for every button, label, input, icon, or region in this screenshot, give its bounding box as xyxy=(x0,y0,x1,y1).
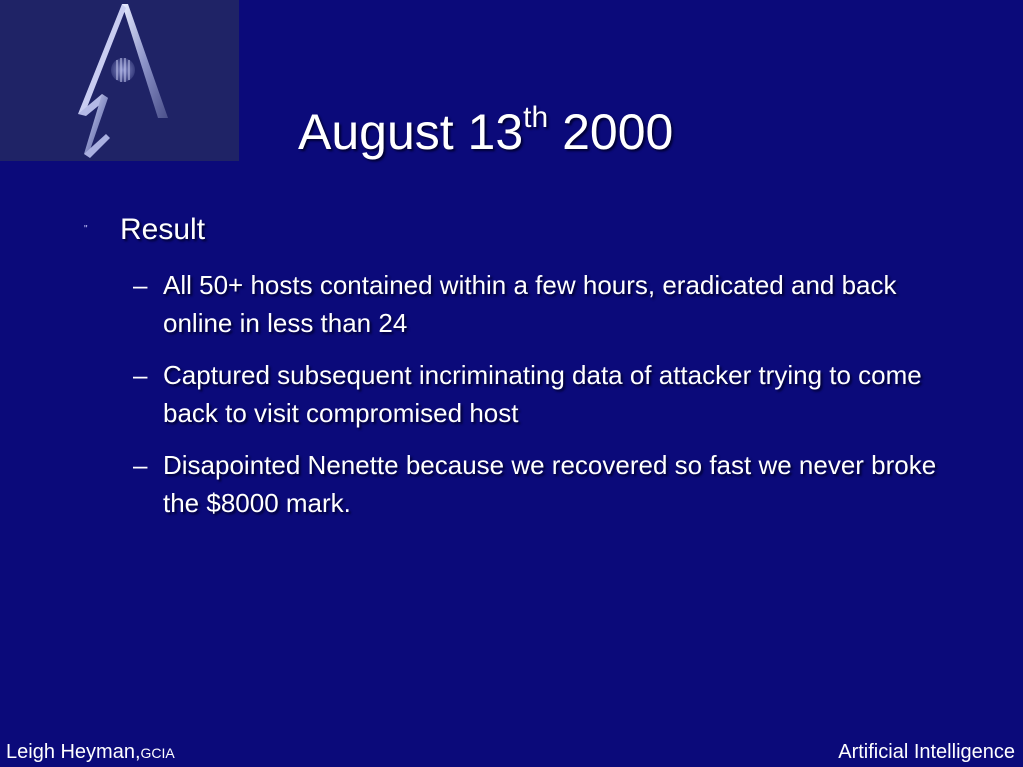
sub-bullet-text: Captured subsequent incriminating data of attacker trying to come back to visit compromised host xyxy=(163,360,922,428)
author-credential: GCIA xyxy=(140,745,175,761)
dash-marker: – xyxy=(133,270,148,300)
sub-bullet-item xyxy=(133,266,963,342)
logo-panel xyxy=(0,0,239,161)
footer-author xyxy=(6,741,175,764)
sub-bullet-text: All 50+ hosts contained within a few hours, eradicated and back online in less than 24 xyxy=(163,270,897,338)
sub-bullet-list xyxy=(133,266,963,536)
dash-marker: – xyxy=(133,360,148,390)
sub-bullet-item xyxy=(133,446,963,522)
author-name: Leigh Heyman, xyxy=(6,741,141,763)
bullet-label: Result xyxy=(120,213,206,246)
title-superscript: th xyxy=(523,101,549,135)
bullet-marker-icon: " xyxy=(84,224,88,235)
sub-bullet-item xyxy=(133,356,963,432)
lightning-arrow-logo-icon xyxy=(60,0,180,161)
sub-bullet-text: Disapointed Nenette because we recovered so fast we never broke the $8000 mark. xyxy=(163,450,937,518)
title-year: 2000 xyxy=(548,104,674,160)
footer-topic: Artificial Intelligence xyxy=(838,741,1015,763)
dash-marker: – xyxy=(133,450,148,480)
slide-title xyxy=(298,92,673,172)
title-main: August 13 xyxy=(298,104,524,160)
